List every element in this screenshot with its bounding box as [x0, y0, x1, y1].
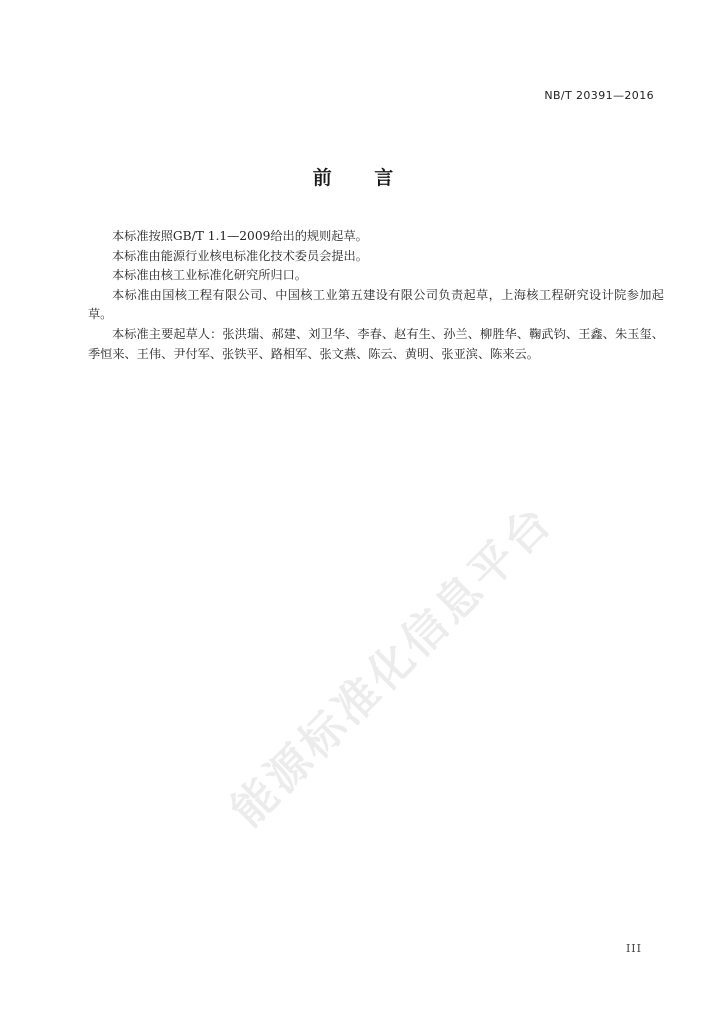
- paragraph-main-drafters: 本标准主要起草人：张洪瑞、郝建、刘卫华、李春、赵有生、孙兰、柳胜华、鞠武钧、王鑫、朱玉玺、季恒来、王伟、尹付军、张铁平、路相军、张文燕、陈云、黄明、张亚滨、陈来云。: [88, 326, 664, 361]
- standard-code: NB/T 20391—2016: [544, 89, 654, 102]
- paragraph-drafting-organizations: 本标准由国核工程有限公司、中国核工业第五建设有限公司负责起草，上海核工程研究设计院参加起草。: [88, 287, 664, 322]
- paragraph-proposed-by: 本标准由能源行业核电标准化技术委员会提出。: [112, 248, 368, 263]
- foreword-body: [88, 227, 664, 364]
- page-number: III: [625, 942, 642, 955]
- paragraph-centralized-by: 本标准由核工业标准化研究所归口。: [112, 268, 307, 283]
- page-title: 前 言: [312, 167, 412, 189]
- watermark: 能源标准化信息平台: [221, 495, 564, 837]
- paragraph-drafting-rules: 本标准按照GB/T 1.1—2009给出的规则起草。: [112, 229, 368, 243]
